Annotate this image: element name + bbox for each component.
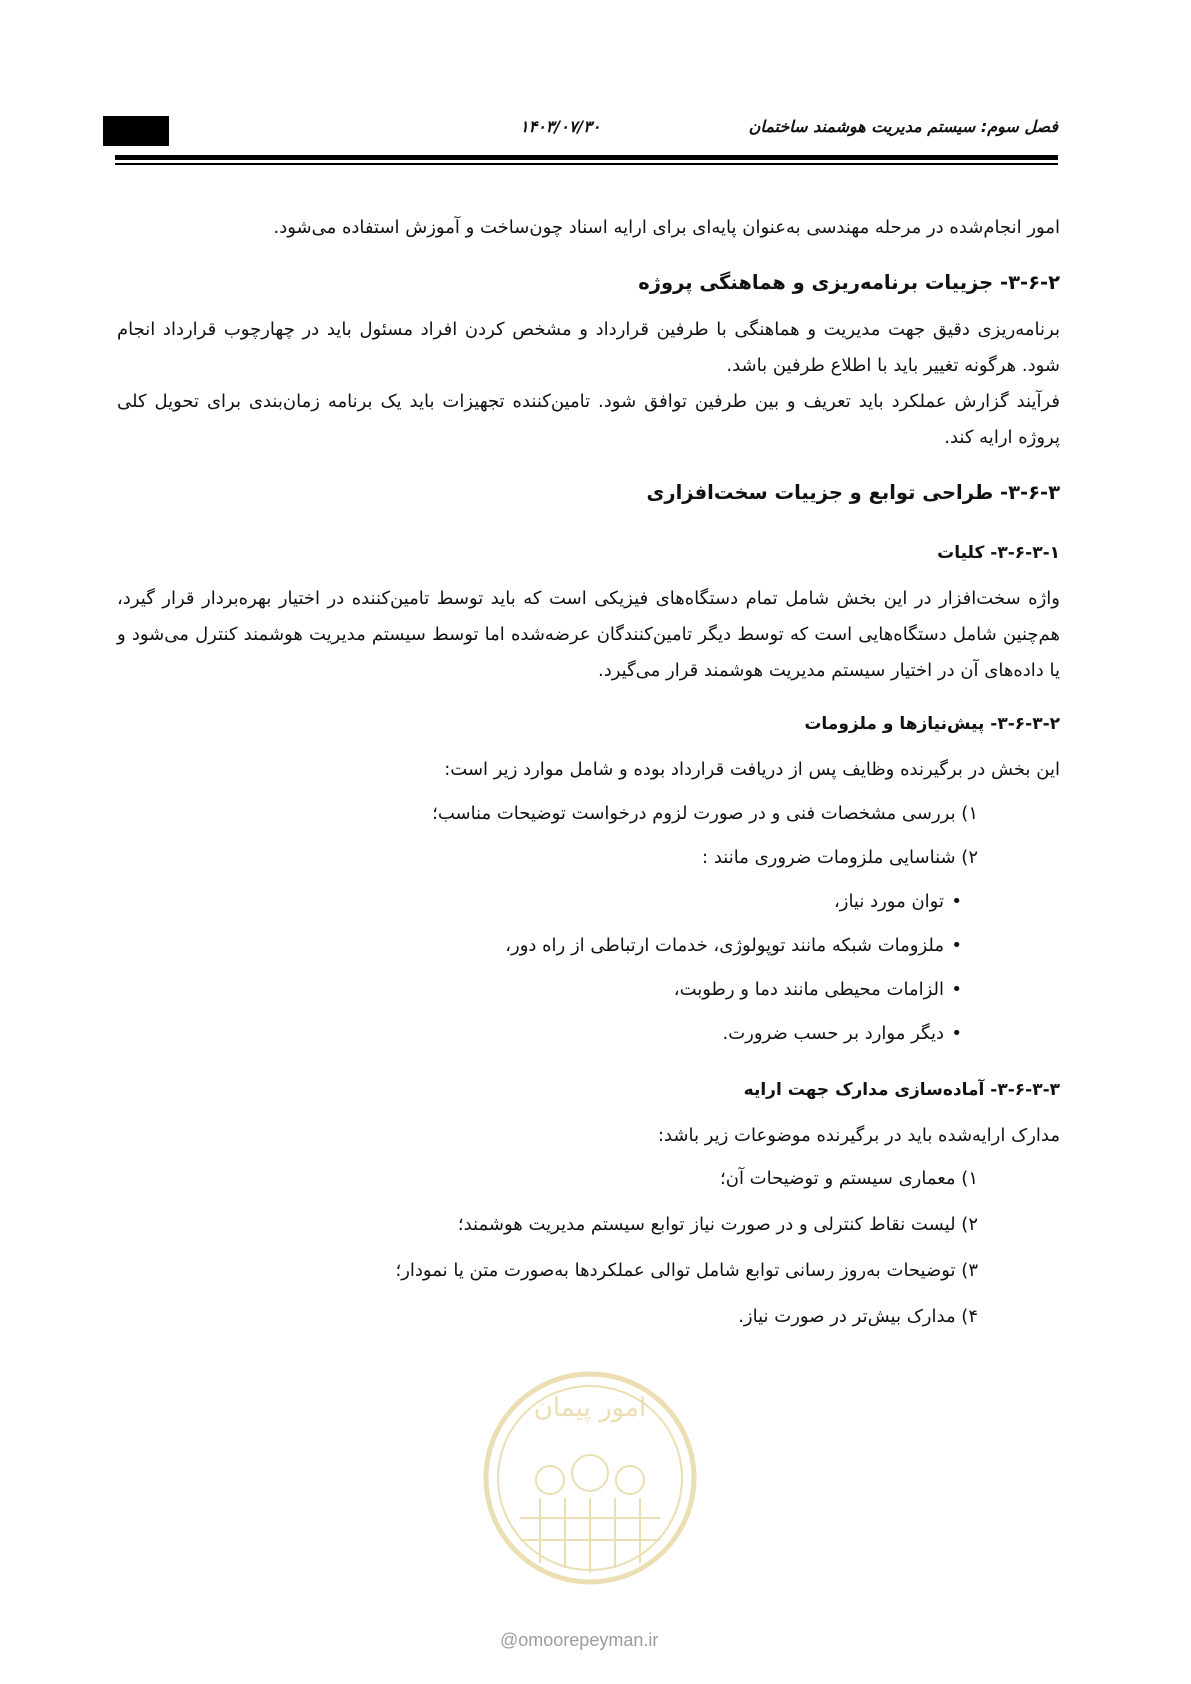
- section-3-6-2-paragraph-1: برنامه‌ریزی دقیق جهت مدیریت و هماهنگی با طرفین قرارداد و مشخص کردن افراد مسئول باید در چهارچوب قرارداد انجام شود. هرگونه تغییر باید با اطلاع طرفین باشد.: [117, 319, 1060, 376]
- page-body: [117, 210, 1060, 1340]
- section-heading-3-6-3-3: ۳-۶-۳-۳- آماده‌سازی مدارک جهت ارایه: [743, 1080, 1060, 1100]
- list-item: ۲) شناسایی ملزومات ضروری مانند :: [702, 847, 978, 868]
- page-number-block: [103, 116, 169, 146]
- bullet-text: الزامات محیطی مانند دما و رطوبت،: [673, 979, 944, 1000]
- section-heading-3-6-3: ۳-۶-۳- طراحی توابع و جزییات سخت‌افزاری: [646, 481, 1060, 504]
- section-3-6-3-3-paragraph: مدارک ارایه‌شده باید در برگیرنده موضوعات زیر باشد:: [657, 1125, 1060, 1146]
- list-item: ۳) توضیحات به‌روز رسانی توابع شامل توالی عملکردها به‌صورت متن یا نمودار؛: [395, 1260, 978, 1281]
- bullet-icon: •: [951, 979, 962, 1000]
- list-item: ۴) مدارک بیش‌تر در صورت نیاز.: [738, 1306, 978, 1327]
- watermark-seal-text: امور پیمان: [533, 1393, 647, 1423]
- section-heading-3-6-2: ۳-۶-۲- جزییات برنامه‌ریزی و هماهنگی پروژه: [638, 271, 1060, 294]
- bullet-icon: •: [951, 935, 962, 956]
- section-3-6-2-paragraph-2: فرآیند گزارش عملکرد باید تعریف و بین طرفین توافق شود. تامین‌کننده تجهیزات باید یک برنامه زمان‌بندی برای تحویل کلی پروژه ارایه کند.: [117, 391, 1060, 448]
- list-item: ۱) بررسی مشخصات فنی و در صورت لزوم درخواست توضیحات مناسب؛: [432, 803, 978, 824]
- bullet-item: [117, 1012, 1060, 1056]
- watermark-url: @omoorepeyman.ir: [500, 1630, 659, 1650]
- header-rule-thin: [115, 163, 1058, 165]
- list-item: ۲) لیست نقاط کنترلی و در صورت نیاز توابع سیستم مدیریت هوشمند؛: [457, 1214, 978, 1235]
- section-3-6-3-2-paragraph: این بخش در برگیرنده وظایف پس از دریافت قرارداد بوده و شامل موارد زیر است:: [444, 759, 1060, 780]
- list-item: ۱) معماری سیستم و توضیحات آن؛: [720, 1168, 978, 1189]
- bullet-item: [117, 880, 1060, 924]
- section-heading-3-6-3-1: ۳-۶-۳-۱- کلیات: [937, 543, 1060, 563]
- intro-paragraph: امور انجام‌شده در مرحله مهندسی به‌عنوان پایه‌ای برای ارایه اسناد چون‌ساخت و آموزش استفاده می‌شود.: [273, 217, 1060, 238]
- section-heading-3-6-3-2: ۳-۶-۳-۲- پیش‌نیازها و ملزومات: [804, 714, 1060, 734]
- running-header-chapter: فصل سوم: سیستم مدیریت هوشمند ساختمان: [748, 117, 1058, 136]
- bullet-item: [117, 968, 1060, 1012]
- bullet-text: ملزومات شبکه مانند توپولوژی، خدمات ارتباطی از راه دور،: [505, 935, 944, 956]
- running-header-date: ۱۴۰۳/۰۷/۳۰: [520, 117, 601, 136]
- bullet-text: توان مورد نیاز،: [833, 891, 944, 912]
- watermark-seal-icon: [480, 1368, 700, 1588]
- bullet-text: دیگر موارد بر حسب ضرورت.: [722, 1023, 944, 1044]
- bullet-item: [117, 924, 1060, 968]
- bullet-icon: •: [951, 1023, 962, 1044]
- header-rule-thick: [115, 155, 1058, 160]
- section-3-6-3-1-paragraph: واژه سخت‌افزار در این بخش شامل تمام دستگاه‌های فیزیکی است که باید توسط تامین‌کننده در اختیار بهره‌بردار قرار گیرد، هم‌چنین شامل دستگاه‌هایی است که توسط دیگر تامین‌کنندگان عرضه‌شده اما توسط سیستم مدیریت هوشمند کنترل می‌شود و یا داده‌های آن در اختیار سیستم مدیریت هوشمند قرار می‌گیرد.: [117, 588, 1060, 681]
- bullet-icon: •: [951, 891, 962, 912]
